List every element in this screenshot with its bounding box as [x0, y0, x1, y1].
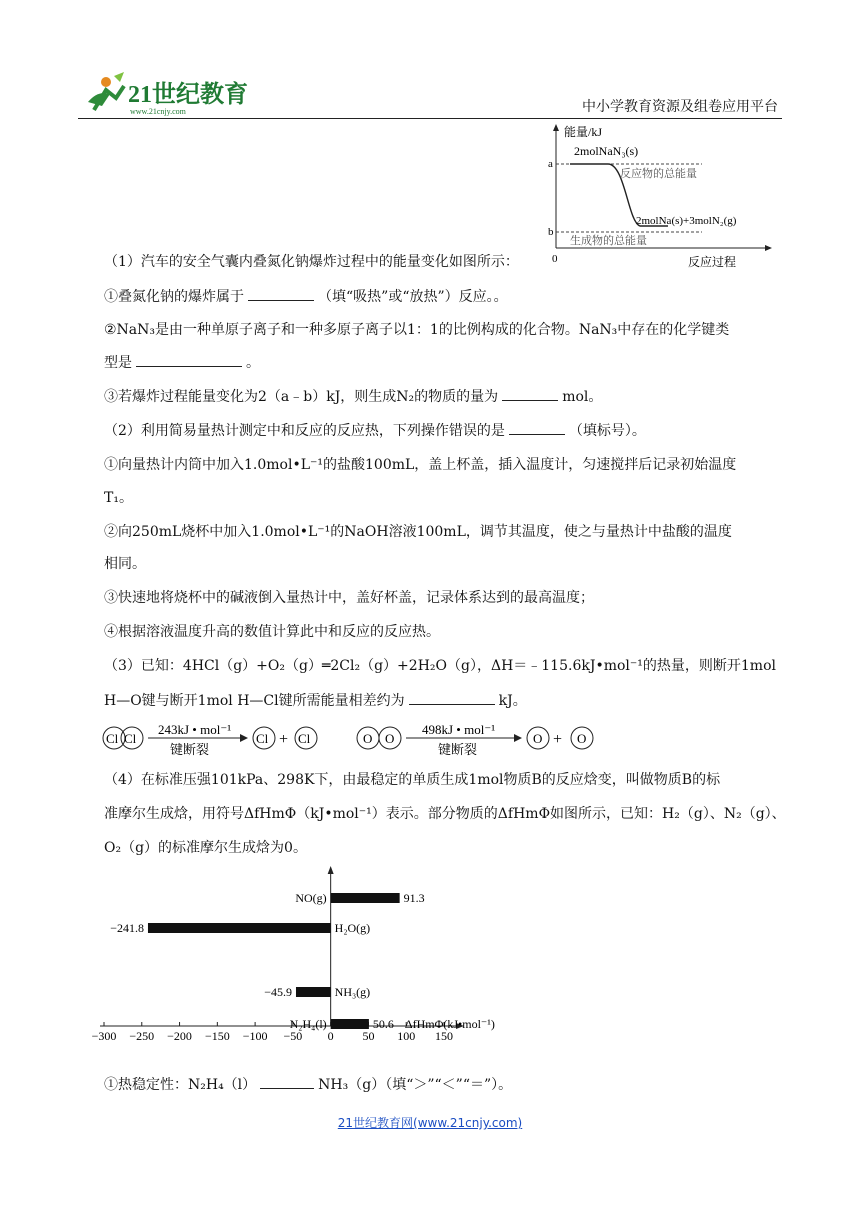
q1-s3: ③若爆炸过程能量变化为2（a﹣b）kJ，则生成N₂的物质的量为 mol。	[104, 386, 784, 407]
q2-s2-line2: 相同。	[104, 556, 146, 572]
energy-xlabel: 反应过程	[688, 255, 737, 269]
energy-product-note: 生成物的总能量	[570, 235, 647, 247]
site-logo[interactable]	[80, 68, 250, 120]
category-label: NO(g)	[295, 891, 327, 905]
bond1-label: 键断裂	[170, 742, 210, 757]
energy-product: 2molNa(s)+3molN₂(g)	[636, 215, 737, 227]
x-tick-label: −100	[242, 1029, 268, 1043]
q4-s1: ①热稳定性：N₂H₄（l） NH₃（g）（填“＞”“＜”“＝”）。	[104, 1074, 784, 1095]
runner-logo-icon	[80, 68, 250, 120]
category-label: N₂H₄(l)	[289, 1017, 327, 1031]
svg-text:Cl: Cl	[256, 731, 269, 746]
svg-text:O: O	[363, 731, 373, 746]
q4-line1: （4）在标准压强101kPa、298K下，由最稳定的单质生成1mol物质B的反应焓变，叫做物质B的标	[104, 772, 721, 788]
q1-s2-line2: 型是 。	[104, 352, 784, 373]
q1-s3-blank[interactable]	[502, 386, 558, 401]
q3-line2: H—O键与断开1mol H—Cl键所需能量相差约为 kJ。	[104, 690, 784, 711]
q2-intro: （2）利用简易量热计测定中和反应的反应热，下列操作错误的是 （填标号）。	[104, 420, 784, 441]
q4-line2: 准摩尔生成焓，用符号ΔfHmΦ（kJ•mol⁻¹）表示。部分物质的ΔfHmΦ如图所示，已知：H₂（g）、N₂（g）、	[104, 806, 786, 822]
bond1-energy: 243kJ • mol⁻¹	[158, 722, 232, 737]
svg-text:O: O	[385, 731, 395, 746]
energy-reactant-note: 反应物的总能量	[620, 168, 697, 180]
q3-line1: （3）已知：4HCl（g）+O₂（g）═2Cl₂（g）+2H₂O（g），ΔH＝﹣115.6kJ•mol⁻¹的热量，则断开1mol	[104, 658, 776, 674]
energy-a-label: a	[548, 158, 553, 170]
energy-origin: 0	[552, 253, 558, 265]
q4-line3: O₂（g）的标准摩尔生成焓为0。	[104, 840, 307, 856]
value-label: 50.6	[372, 1017, 394, 1031]
bar	[148, 923, 331, 933]
q1-s2-blank[interactable]	[136, 352, 242, 367]
value-label: 91.3	[403, 891, 425, 905]
platform-title: 中小学教育资源及组卷应用平台	[582, 99, 778, 115]
category-label: NH₃(g)	[334, 985, 371, 999]
value-label: −241.8	[110, 921, 144, 935]
q2-s4: ④根据溶液温度升高的数值计算此中和反应的反应热。	[104, 624, 440, 640]
x-tick-label: 100	[397, 1029, 416, 1043]
x-tick-label: −300	[91, 1029, 117, 1043]
header-divider	[78, 118, 782, 119]
q1-intro: （1）汽车的安全气囊内叠氮化钠爆炸过程中的能量变化如图所示：	[104, 254, 519, 270]
bar	[331, 1019, 369, 1029]
svg-text:Cl: Cl	[124, 731, 137, 746]
logo-subtext: www.21cnjy.com	[130, 107, 186, 116]
q4-s1-blank[interactable]	[260, 1074, 314, 1089]
bond-breaking-diagram	[100, 716, 610, 758]
svg-text:O: O	[533, 731, 543, 746]
svg-text:Cl: Cl	[106, 731, 119, 746]
value-label: −45.9	[264, 985, 292, 999]
x-tick-label: −150	[204, 1029, 230, 1043]
energy-ylabel: 能量/kJ	[564, 125, 603, 139]
bar	[331, 893, 400, 903]
svg-text:+: +	[279, 731, 289, 748]
y-axis-arrow	[328, 866, 334, 874]
q2-s1-line1: ①向量热计内筒中加入1.0mol•L⁻¹的盐酸100mL，盖上杯盖，插入温度计，匀速搅拌后记录初始温度	[104, 457, 737, 473]
energy-reactant: 2molNaN₃(s)	[574, 144, 639, 158]
q1-s2-line1: ②NaN₃是由一种单原子离子和一种多原子离子以1：1的比例构成的化合物。NaN₃中存在的化学键类	[104, 322, 730, 338]
bar	[296, 987, 331, 997]
category-label: H₂O(g)	[334, 921, 371, 935]
energy-b-label: b	[548, 226, 554, 238]
svg-text:O: O	[577, 731, 587, 746]
q2-s3: ③快速地将烧杯中的碱液倒入量热计中，盖好杯盖，记录体系达到的最高温度；	[104, 590, 594, 606]
q2-s1-line2: T₁。	[104, 490, 133, 506]
x-tick-label: 50	[362, 1029, 375, 1043]
bond2-energy: 498kJ • mol⁻¹	[422, 722, 496, 737]
q3-blank[interactable]	[409, 690, 495, 705]
x-tick-label: 0	[327, 1029, 334, 1043]
logo-text: 21世纪教育	[128, 82, 248, 108]
x-tick-label: −200	[167, 1029, 192, 1043]
bond2-label: 键断裂	[438, 742, 478, 757]
o2-molecule	[357, 727, 401, 749]
q2-blank[interactable]	[509, 420, 565, 435]
footer-link[interactable]: 21世纪教育网(www.21cnjy.com)	[337, 1116, 523, 1130]
q1-s1-blank[interactable]	[248, 286, 314, 301]
x-axis-label: ΔfHmΦ(kJ•mol⁻¹)	[404, 1017, 495, 1031]
x-tick-label: −250	[129, 1029, 155, 1043]
q2-s2-line1: ②向250mL烧杯中加入1.0mol•L⁻¹的NaOH溶液100mL，调节其温度，使之与量热计中盐酸的温度	[104, 524, 732, 540]
enthalpy-bar-chart	[91, 866, 520, 1066]
x-tick-label: 150	[435, 1029, 453, 1043]
svg-text:+: +	[553, 731, 563, 748]
x-tick-label: −50	[283, 1029, 303, 1043]
cl2-molecule	[103, 727, 143, 749]
svg-text:Cl: Cl	[298, 731, 311, 746]
q1-s1: ①叠氮化钠的爆炸属于 （填“吸热”或“放热”）反应。。	[104, 286, 784, 307]
